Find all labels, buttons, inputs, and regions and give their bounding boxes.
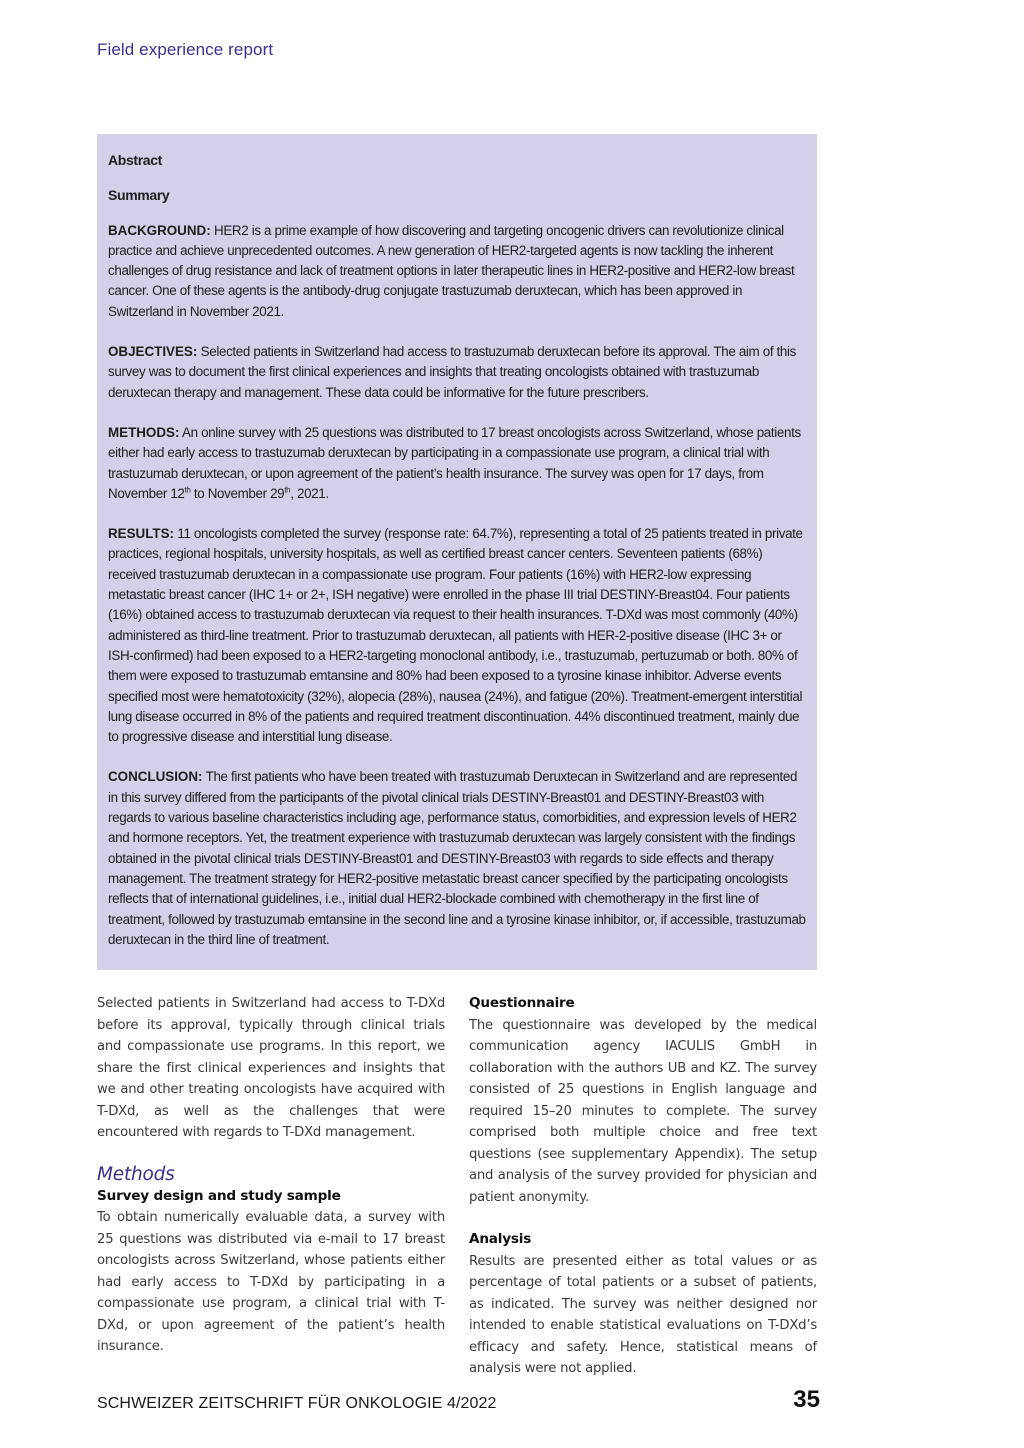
section-label: Field experience report <box>97 40 274 59</box>
left-column <box>97 993 445 1358</box>
background-text: HER2 is a prime example of how discovering and targeting oncogenic drivers can revolutionize clinical practice and achieve unprecedented outcomes. A new generation of HER2-targeted agents is now tackling the inherent challenges of drug resistance and lack of treatment options in later therapeutic lines in HER2-positive and HER2-low breast cancer. One of these agents is the antibody-drug conjugate trastuzumab deruxtecan, which has been approved in Switzerland in November 2021. <box>108 222 795 319</box>
intro-paragraph: Selected patients in Switzerland had access to T-DXd before its approval, typically through clinical trials and compassionate use programs. In this report, we share the first clinical experiences and insights that we and other treating oncologists have acquired with T-DXd, as well as the challenges that were encountered with regards to T-DXd management. <box>97 996 445 1140</box>
objectives-text: Selected patients in Switzerland had access to trastuzumab deruxtecan before its approval. The aim of this survey was to document the first clinical experiences and insights that treating oncologists obtained with trastuzumab deruxtecan therapy and management. These data could be informative for the future prescribers. <box>108 344 797 400</box>
abstract-background <box>108 221 807 322</box>
summary-heading: Summary <box>108 187 170 204</box>
objectives-keyword: OBJECTIVES: <box>108 344 198 360</box>
page-number: 35 <box>793 1386 820 1413</box>
analysis-paragraph: Results are presented either as total values or as percentage of total patients or a subset of patients, as indicated. The survey was neither designed nor intended to enable statistical evaluations on T-DXd’s efficacy and safety. Hence, statistical means of analysis were not applied. <box>469 1253 817 1376</box>
abstract-heading: Abstract <box>108 152 162 168</box>
questionnaire-paragraph: The questionnaire was developed by the medical communication agency IACULIS GmbH in collaboration with the authors UB and KZ. The survey consisted of 25 questions in English language and required 15–20 minutes to complete. The survey comprised both multiple choice and free text questions (see supplementary Appendix). The setup and analysis of the survey provided for physician and patient anonymity. <box>469 1017 817 1205</box>
analysis-heading: Analysis <box>469 1231 532 1247</box>
survey-design-heading: Survey design and study sample <box>97 1187 341 1204</box>
methods-text-end: , 2021. <box>290 485 329 501</box>
background-keyword: BACKGROUND: <box>108 222 211 238</box>
survey-design-paragraph: To obtain numerically evaluable data, a survey with 25 questions was distributed via e-mail to 17 breast oncologists across Switzerland, whose patients either had early access to T-DXd by participating in a compassionate use program, a clinical trial with T-DXd, or upon agreement of the patient’s health insurance. <box>97 1210 445 1354</box>
abstract-results <box>108 524 807 747</box>
conclusion-keyword: CONCLUSION: <box>108 769 203 785</box>
methods-superscript-end: th <box>284 485 291 495</box>
results-text: 11 oncologists completed the survey (response rate: 64.7%), representing a total of 25 patients treated in private practices, regional hospitals, university hospitals, as well as certified breast cancer centers. Seventeen patients (68%) received trastuzumab deruxtecan in a compassionate use program. Four patients (16%) with HER2-low expressing metastatic breast cancer (IHC 1+ or 2+, ISH negative) were enrolled in the phase III trial DESTINY-Breast04. Four patients (16%) obtained access to trastuzumab deruxtecan via request to their health insurances. T-DXd was most commonly (40%) administered as third-line treatment. Prior to trastuzumab deruxtecan, all patients with HER-2-positive disease (IHC 3+ or ISH-confirmed) had been exposed to a HER2-targeting monoclonal antibody, i.e., trastuzumab, pertuzumab or both. 80% of them were exposed to trastuzumab emtansine and 80% had been exposed to a tyrosine kinase inhibitor. Adverse events specified most were hematotoxicity (32%), alopecia (28%), nausea (24%), and fatigue (20%). Treatment-emergent interstitial lung disease occurred in 8% of the patients and required treatment discontinuation. 44% discontinued treatment, mainly due to progressive disease and interstitial lung disease. <box>108 526 803 745</box>
results-keyword: RESULTS: <box>108 526 174 542</box>
section-gap <box>469 1208 817 1229</box>
abstract-methods <box>108 423 807 504</box>
abstract-conclusion <box>108 767 807 950</box>
methods-keyword: METHODS: <box>108 424 180 440</box>
right-column <box>469 993 817 1380</box>
methods-superscript-start: th <box>184 485 191 495</box>
methods-text: An online survey with 25 questions was distributed to 17 breast oncologists across Switzerland, whose patients either had early access to trastuzumab deruxtecan by participating in a compassionate use program, a clinical trial with trastuzumab deruxtecan, or upon agreement of the patient’s health insurance. The survey was open for 17 days, from November 12 <box>108 424 801 501</box>
abstract-objectives <box>108 342 807 403</box>
methods-text-mid: to November 29 <box>190 485 285 501</box>
questionnaire-heading: Questionnaire <box>469 995 575 1011</box>
methods-heading: Methods <box>97 1163 175 1185</box>
journal-name: SCHWEIZER ZEITSCHRIFT FÜR ONKOLOGIE 4/2022 <box>97 1395 497 1412</box>
abstract-box <box>97 134 817 970</box>
conclusion-text: The first patients who have been treated with trastuzumab Deruxtecan in Switzerland and are represented in this survey differed from the participants of the pivotal clinical trials DESTINY-Breast01 and DESTINY-Breast03 with regards to various baseline characteristics including age, performance status, comorbidities, and expression levels of HER2 and hormone receptors. Yet, the treatment experience with trastuzumab deruxtecan was largely consistent with the findings obtained in the pivotal clinical trials DESTINY-Breast01 and DESTINY-Breast03 with regards to side effects and therapy management. The treatment strategy for HER2-positive metastatic breast cancer specified by the participating oncologists reflects that of international guidelines, i.e., initial dual HER2-blockade combined with chemotherapy in the first line of treatment, followed by trastuzumab emtansine in the second line and a tyrosine kinase inhibitor, or, if accessible, trastuzumab deruxtecan in the third line of treatment. <box>108 769 806 947</box>
